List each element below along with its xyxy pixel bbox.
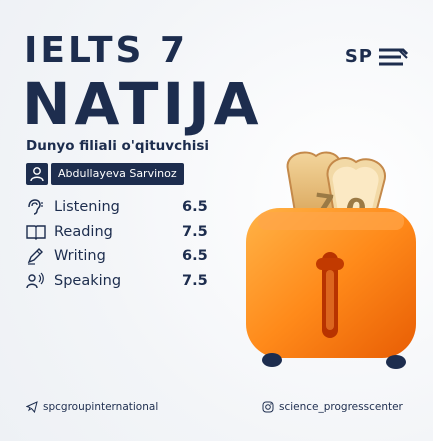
logo-wordmark: SP — [344, 46, 373, 67]
skill-label: Listening — [54, 199, 120, 216]
speaking-icon — [26, 272, 48, 290]
score-row-reading — [26, 220, 208, 245]
score-row-listening — [26, 195, 208, 220]
skill-score: 7.5 — [182, 223, 208, 240]
toaster-body — [246, 208, 416, 358]
teacher-role: Dunyo filiali o'qituvchisi — [26, 138, 209, 154]
skill-score: 6.5 — [182, 199, 208, 216]
telegram-text: spcgroupinternational — [43, 401, 159, 413]
spc-logo — [345, 46, 409, 67]
telegram-icon — [26, 401, 38, 413]
score-row-speaking — [26, 269, 208, 294]
skill-score: 6.5 — [182, 248, 208, 265]
instagram-icon — [262, 401, 274, 413]
teacher-name-row — [26, 163, 184, 185]
headline-natija: NATIJA — [22, 70, 263, 138]
headline-ielts: IELTS 7 — [24, 30, 189, 71]
toaster-foot-right — [386, 355, 406, 369]
person-icon — [26, 163, 48, 185]
skill-score: 7.5 — [182, 272, 208, 289]
score-list — [26, 195, 208, 293]
toaster-foot-left — [262, 353, 282, 367]
instagram-handle[interactable] — [262, 401, 403, 413]
telegram-handle[interactable] — [26, 401, 158, 413]
skill-label: Speaking — [54, 272, 122, 289]
score-row-writing — [26, 244, 208, 269]
logo-mark-icon — [377, 48, 409, 66]
skill-label: Reading — [54, 223, 113, 240]
writing-icon — [26, 247, 48, 265]
reading-icon — [26, 223, 48, 241]
instagram-text: science_progresscenter — [279, 401, 403, 413]
teacher-name: Abdullayeva Sarvinoz — [51, 163, 184, 185]
toaster-illustration — [236, 148, 426, 388]
skill-label: Writing — [54, 248, 106, 265]
listening-icon — [26, 198, 48, 216]
